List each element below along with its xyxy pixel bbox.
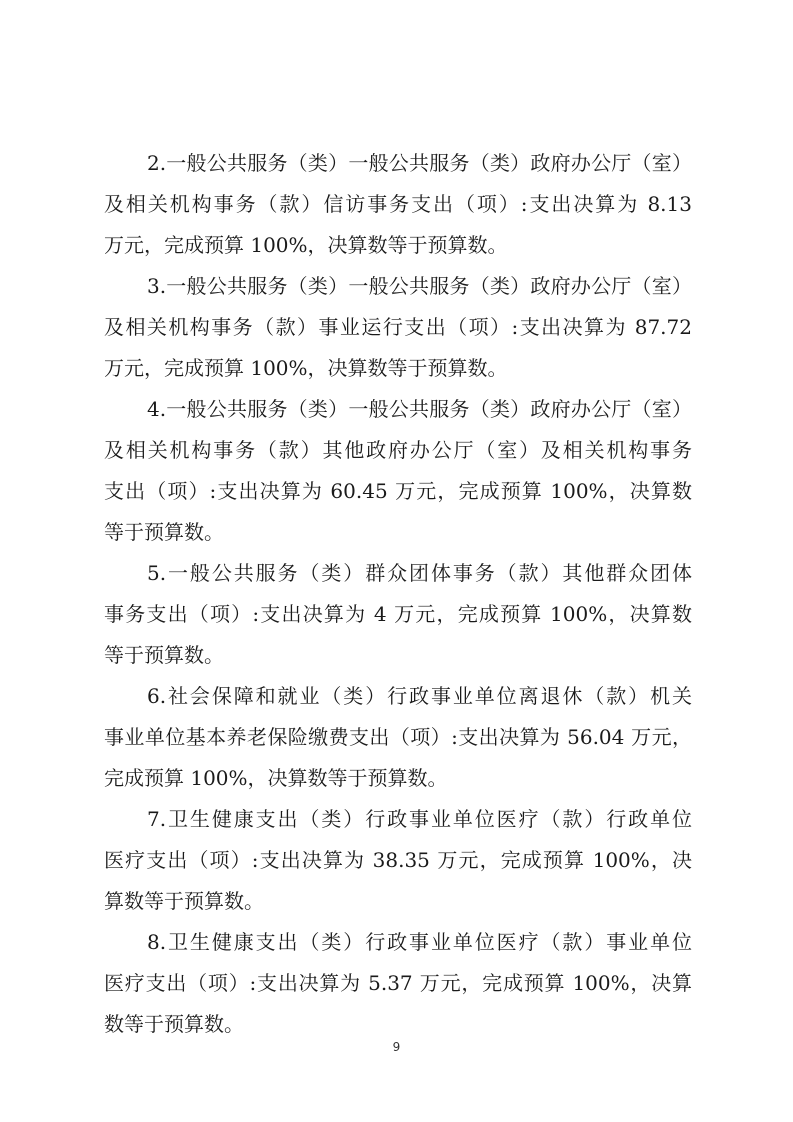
paragraph-line: 万元，完成预算 100%，决算数等于预算数。 xyxy=(104,356,508,380)
paragraph-line: 等于预算数。 xyxy=(104,643,224,667)
paragraph-line: 支出（项）:支出决算为 60.45 万元，完成预算 100%，决算数 xyxy=(104,479,692,503)
paragraph-line: 8.卫生健康支出（类）行政事业单位医疗（款）事业单位 xyxy=(147,930,692,954)
paragraph-line: 医疗支出（项）:支出决算为 5.37 万元，完成预算 100%，决算 xyxy=(104,971,692,995)
paragraph-item-8 xyxy=(104,922,692,1045)
paragraph-line: 事务支出（项）:支出决算为 4 万元，完成预算 100%，决算数 xyxy=(104,602,692,626)
paragraph-line: 5.一般公共服务（类）群众团体事务（款）其他群众团体 xyxy=(147,561,692,585)
paragraph-line: 7.卫生健康支出（类）行政事业单位医疗（款）行政单位 xyxy=(147,807,692,831)
paragraph-item-5 xyxy=(104,553,692,676)
paragraph-item-4 xyxy=(104,389,692,553)
page-number: 9 xyxy=(392,1040,401,1054)
paragraph-item-3 xyxy=(104,266,692,389)
document-body xyxy=(104,143,692,1045)
paragraph-item-7 xyxy=(104,799,692,922)
paragraph-line: 事业单位基本养老保险缴费支出（项）:支出决算为 56.04 万元， xyxy=(104,725,692,749)
paragraph-line: 3.一般公共服务（类）一般公共服务（类）政府办公厅（室） xyxy=(147,274,692,298)
paragraph-line: 医疗支出（项）:支出决算为 38.35 万元，完成预算 100%，决 xyxy=(104,848,692,872)
paragraph-line: 万元，完成预算 100%，决算数等于预算数。 xyxy=(104,233,508,257)
paragraph-item-2 xyxy=(104,143,692,266)
paragraph-line: 4.一般公共服务（类）一般公共服务（类）政府办公厅（室） xyxy=(147,397,692,421)
paragraph-line: 完成预算 100%，决算数等于预算数。 xyxy=(104,766,448,790)
paragraph-line: 及相关机构事务（款）其他政府办公厅（室）及相关机构事务 xyxy=(104,438,692,462)
paragraph-line: 数等于预算数。 xyxy=(104,1012,244,1036)
paragraph-line: 6.社会保障和就业（类）行政事业单位离退休（款）机关 xyxy=(147,684,692,708)
paragraph-line: 2.一般公共服务（类）一般公共服务（类）政府办公厅（室） xyxy=(147,151,692,175)
paragraph-line: 算数等于预算数。 xyxy=(104,889,264,913)
paragraph-line: 等于预算数。 xyxy=(104,520,224,544)
paragraph-line: 及相关机构事务（款）事业运行支出（项）:支出决算为 87.72 xyxy=(104,315,692,339)
paragraph-line: 及相关机构事务（款）信访事务支出（项）:支出决算为 8.13 xyxy=(104,192,692,216)
paragraph-item-6 xyxy=(104,676,692,799)
